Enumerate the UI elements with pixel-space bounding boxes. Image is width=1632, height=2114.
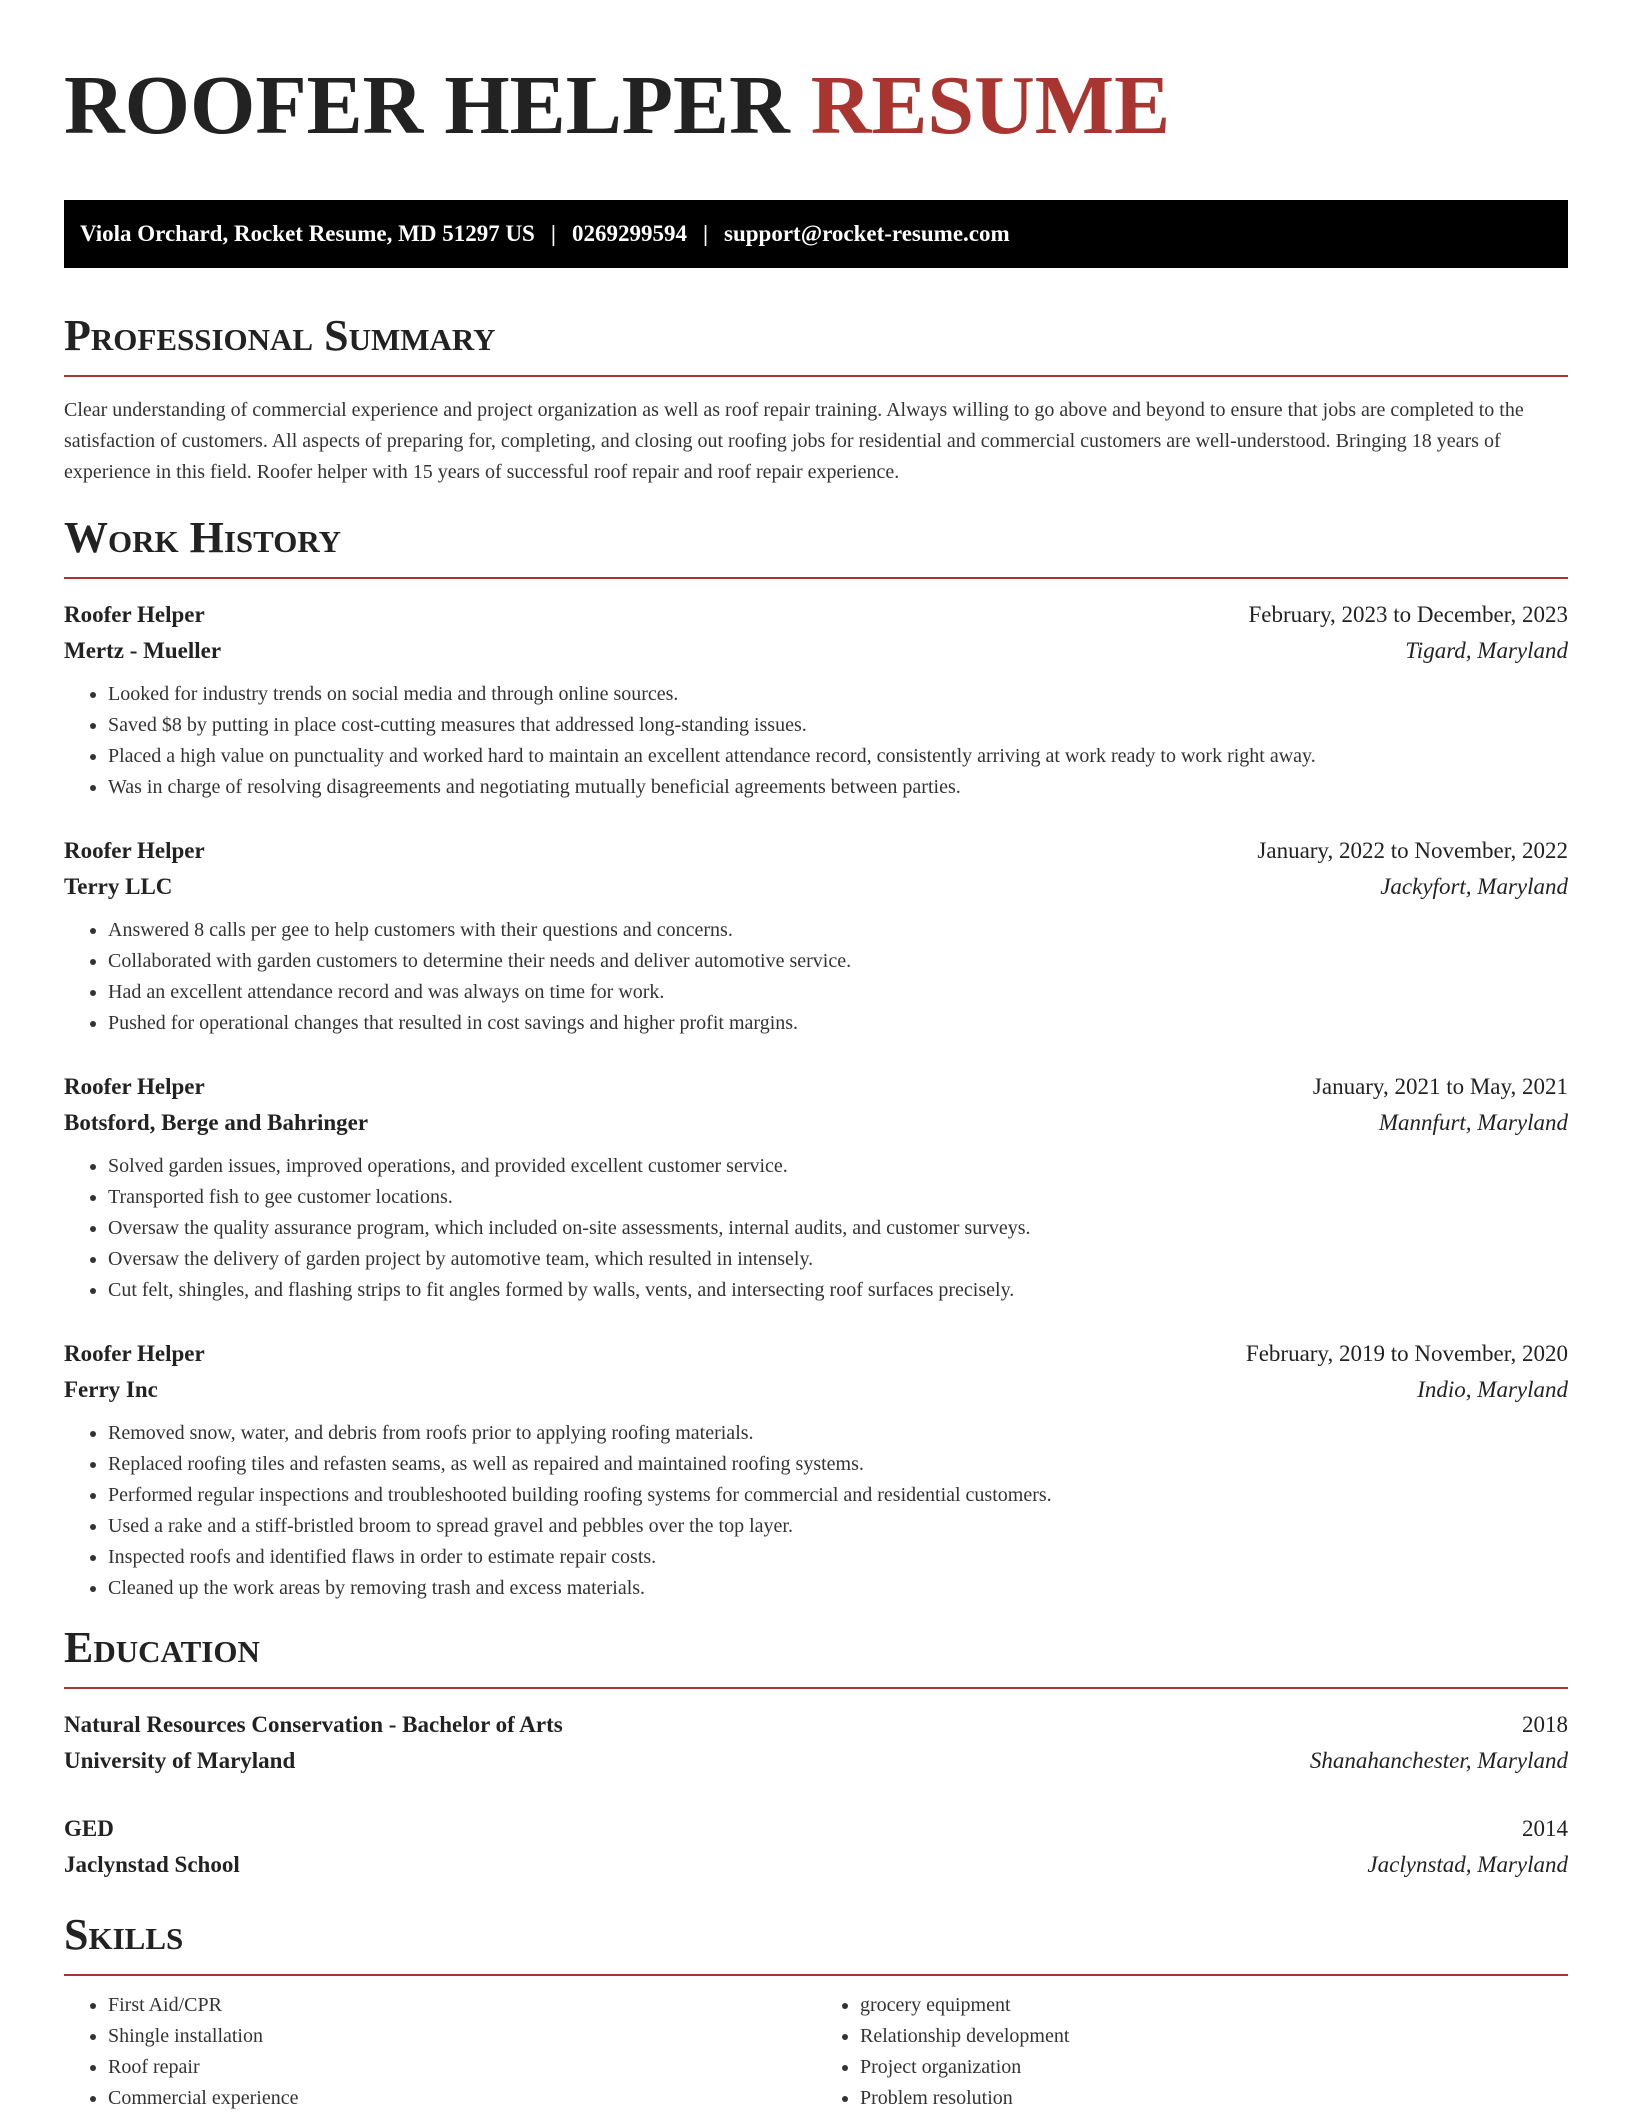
skill-item: • Commercial experience: [108, 2083, 816, 2114]
job-company: Mertz - Mueller: [64, 638, 222, 663]
job-bullet: • Solved garden issues, improved operations, and provided excellent customer service.: [108, 1151, 1568, 1182]
work-history-section: [64, 512, 1568, 1604]
skill-item: • First Aid/CPR: [108, 1990, 816, 2021]
job-title: Roofer Helper: [64, 838, 205, 863]
job-bullet: • Collaborated with garden customers to determine their needs and deliver automotive service.: [108, 946, 1568, 977]
job-bullet: • Oversaw the quality assurance program, which included on-site assessments, internal audits, and customer surveys.: [108, 1213, 1568, 1244]
contact-address: Viola Orchard, Rocket Resume, MD 51297 US: [80, 221, 535, 246]
contact-separator: |: [702, 221, 709, 246]
education-location: Shanahanchester, Maryland: [1309, 1748, 1568, 1773]
job-bullet: • Answered 8 calls per gee to help customers with their questions and concerns.: [108, 915, 1568, 946]
education-year: 2018: [1522, 1712, 1568, 1737]
job-bullet: • Used a rake and a stiff-bristled broom to spread gravel and pebbles over the top layer.: [108, 1511, 1568, 1542]
education-degree: Natural Resources Conservation - Bachelor of Arts: [64, 1712, 563, 1737]
section-divider: [64, 577, 1568, 579]
skills-column-left: [64, 1990, 816, 2114]
job-bullets: [64, 1151, 1568, 1306]
job-bullet: • Removed snow, water, and debris from roofs prior to applying roofing materials.: [108, 1418, 1568, 1449]
job-location: Indio, Maryland: [1417, 1377, 1568, 1402]
job-bullets: [64, 1418, 1568, 1604]
education-heading: Education: [64, 1623, 260, 1672]
job-dates: February, 2023 to December, 2023: [1248, 602, 1568, 627]
education-location: Jaclynstad, Maryland: [1367, 1852, 1568, 1877]
title-accent: RESUME: [810, 59, 1171, 152]
job-title: Roofer Helper: [64, 1341, 205, 1366]
summary-text: Clear understanding of commercial experience and project organization as well as roof repair training. Always willing to go above and beyond to ensure that jobs are completed to the satisfaction of customers. All aspects of preparing for, completing, and closing out roofing jobs for residential and commercial customers are well-understood. Bringing 18 years of experience in this field. Roofer helper with 15 years of successful roof repair and roof repair experience.: [64, 399, 1524, 483]
contact-bar: [64, 200, 1568, 268]
job-entry: [64, 833, 1568, 1039]
job-bullet: • Looked for industry trends on social media and through online sources.: [108, 679, 1568, 710]
education-year: 2014: [1522, 1816, 1568, 1841]
resume-title: [64, 58, 1568, 154]
job-bullet: • Inspected roofs and identified flaws in order to estimate repair costs.: [108, 1542, 1568, 1573]
contact-email: support@rocket-resume.com: [724, 221, 1010, 246]
job-company: Botsford, Berge and Bahringer: [64, 1110, 369, 1135]
job-bullet: • Cleaned up the work areas by removing trash and excess materials.: [108, 1573, 1568, 1604]
title-main: ROOFER HELPER: [64, 59, 790, 152]
job-bullet: • Placed a high value on punctuality and worked hard to maintain an excellent attendance record, consistently arriving at work ready to work right away.: [108, 741, 1568, 772]
job-entry: [64, 597, 1568, 803]
job-title: Roofer Helper: [64, 602, 205, 627]
job-dates: January, 2022 to November, 2022: [1257, 838, 1568, 863]
skill-item: • Problem resolution: [860, 2083, 1568, 2114]
education-school: University of Maryland: [64, 1748, 296, 1773]
summary-section: [64, 310, 1568, 488]
contact-phone: 0269299594: [571, 221, 687, 246]
skills-grid: [64, 1990, 1568, 2114]
work-history-heading: Work History: [64, 513, 342, 562]
summary-heading: Professional Summary: [64, 311, 496, 360]
job-bullets: [64, 679, 1568, 803]
skill-item: • Roof repair: [108, 2052, 816, 2083]
skill-item: • Project organization: [860, 2052, 1568, 2083]
contact-separator: |: [550, 221, 556, 246]
job-bullet: • Transported fish to gee customer locations.: [108, 1182, 1568, 1213]
job-bullets: [64, 915, 1568, 1039]
education-entry: [64, 1811, 1568, 1883]
job-location: Jackyfort, Maryland: [1380, 874, 1568, 899]
section-divider: [64, 1687, 1568, 1689]
job-bullet: • Oversaw the delivery of garden project by automotive team, which resulted in intensely.: [108, 1244, 1568, 1275]
job-bullet: • Was in charge of resolving disagreements and negotiating mutually beneficial agreements between parties.: [108, 772, 1568, 803]
job-entry: [64, 1069, 1568, 1306]
job-bullet: • Saved $8 by putting in place cost-cutting measures that addressed long-standing issues.: [108, 710, 1568, 741]
job-dates: January, 2021 to May, 2021: [1312, 1074, 1568, 1099]
job-bullet: • Performed regular inspections and troubleshooted building roofing systems for commercial and residential customers.: [108, 1480, 1568, 1511]
skills-section: [64, 1909, 1568, 2114]
job-title: Roofer Helper: [64, 1074, 205, 1099]
skill-item: • Relationship development: [860, 2021, 1568, 2052]
job-location: Tigard, Maryland: [1405, 638, 1568, 663]
job-company: Terry LLC: [64, 874, 173, 899]
job-company: Ferry Inc: [64, 1377, 158, 1402]
job-bullet: • Replaced roofing tiles and refasten seams, as well as repaired and maintained roofing systems.: [108, 1449, 1568, 1480]
skill-item: • grocery equipment: [860, 1990, 1568, 2021]
section-divider: [64, 375, 1568, 377]
job-dates: February, 2019 to November, 2020: [1245, 1341, 1568, 1366]
job-bullet: • Had an excellent attendance record and was always on time for work.: [108, 977, 1568, 1008]
skills-column-right: [816, 1990, 1568, 2114]
job-location: Mannfurt, Maryland: [1378, 1110, 1568, 1135]
education-section: [64, 1622, 1568, 1883]
section-divider: [64, 1974, 1568, 1976]
job-entry: [64, 1336, 1568, 1604]
education-degree: GED: [64, 1816, 114, 1841]
skills-heading: Skills: [64, 1910, 184, 1959]
job-bullet: • Cut felt, shingles, and flashing strips to fit angles formed by walls, vents, and intersecting roof surfaces precisely.: [108, 1275, 1568, 1306]
skill-item: • Shingle installation: [108, 2021, 816, 2052]
education-school: Jaclynstad School: [64, 1852, 240, 1877]
education-entry: [64, 1707, 1568, 1779]
job-bullet: • Pushed for operational changes that resulted in cost savings and higher profit margins.: [108, 1008, 1568, 1039]
